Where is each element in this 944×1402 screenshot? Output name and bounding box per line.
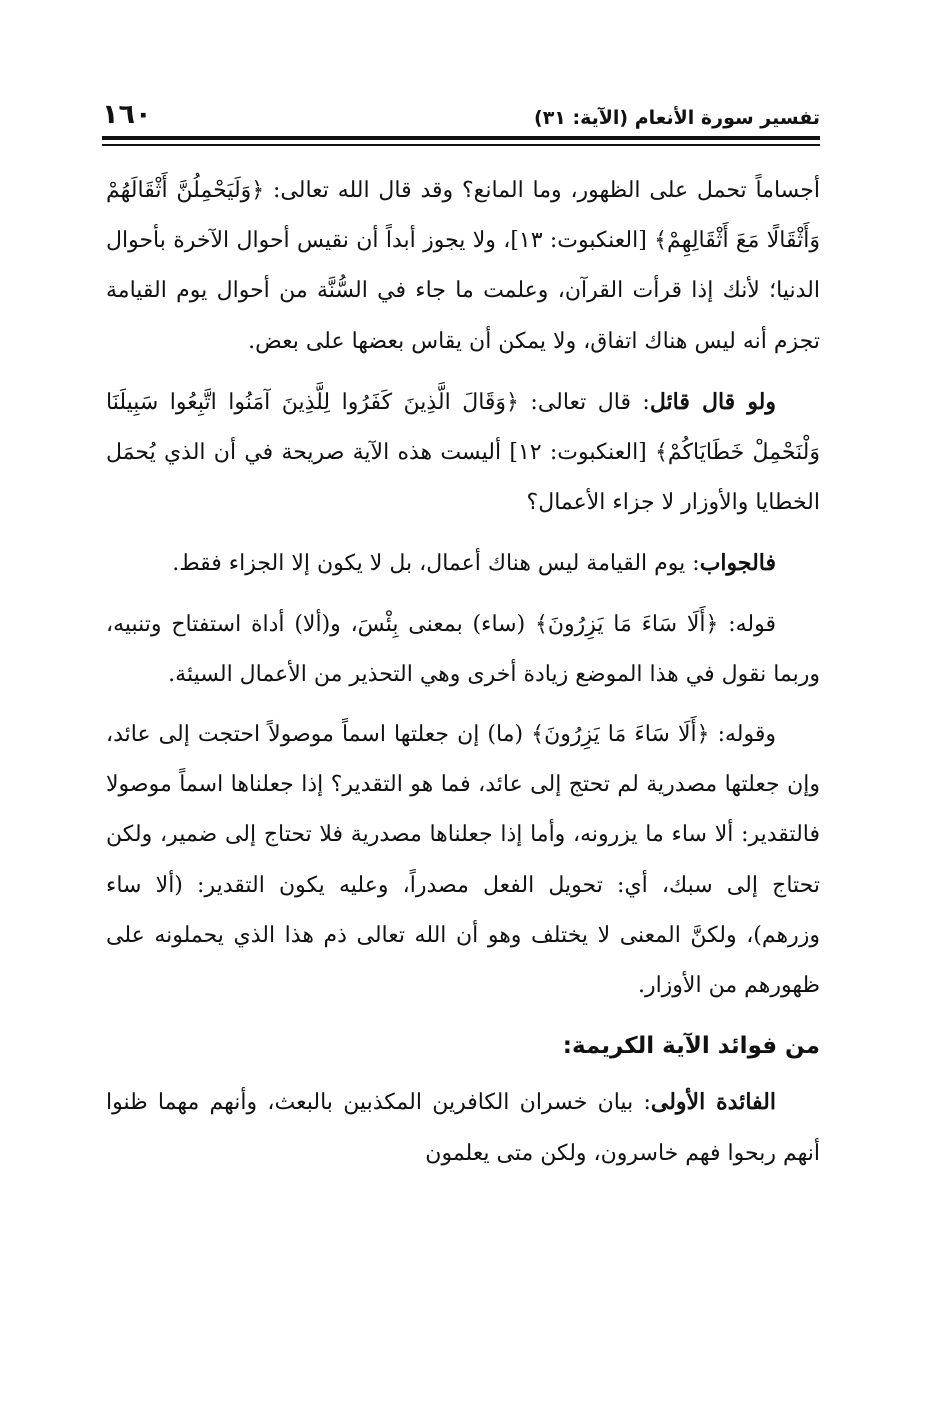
section-heading: من فوائد الآية الكريمة: [562, 1033, 820, 1060]
benefit-paragraph [106, 1077, 820, 1178]
paragraph-4-text: قوله: ﴿أَلَا سَاءَ مَا يَزِرُونَ﴾ (ساء) بمعنى بِئْسَ، و(ألا) أداة استفتاح وتنبيه، وربما نقول في هذا الموضع زيادة أخرى وهي التحذير من الأعمال السيئة. [106, 611, 820, 687]
paragraph-2 [106, 377, 820, 529]
paragraph-5 [106, 710, 820, 1011]
paragraph-2-lead: ولو قال قائل [649, 388, 777, 415]
body-text [106, 166, 820, 1179]
paragraph-3-lead: فالجواب [699, 550, 776, 577]
paragraph-4 [106, 600, 820, 700]
paragraph-1 [106, 166, 820, 367]
benefit-text: : بيان خسران الكافرين المكذبين بالبعث، وأنهم مهما ظنوا أنهم ربحوا فهم خاسرون، ولكن متى يعلمون [106, 1090, 820, 1166]
paragraph-2-text: : قال تعالى: ﴿وَقَالَ الَّذِينَ كَفَرُوا لِلَّذِينَ آمَنُوا اتَّبِعُوا سَبِيلَنَا وَلْنَحْمِلْ خَطَايَاكُمْ﴾ [العنكبوت: ١٢] أليست هذه الآية صريحة في أن الذي يُحمَل الخطايا والأوزار لا جزاء الأعمال؟ [106, 389, 821, 516]
running-title: تفسير سورة الأنعام (الآية: ٣١) [534, 107, 820, 129]
paragraph-1-text: أجساماً تحمل على الظهور، وما المانع؟ وقد قال الله تعالى: ﴿وَلَيَحْمِلُنَّ أَثْقَالَهُمْ وَأَثْقَالًا مَعَ أَثْقَالِهِمْ﴾ [العنكبوت: ١٣]، ولا يجوز أبداً أن نقيس أحوال الآخرة بأحوال الدنيا؛ لأنك إذا قرأت القرآن، وعلمت ما جاء في السُّنَّة من أحوال يوم القيامة تجزم أنه ليس هناك اتفاق، ولا يمكن أن يقاس بعضها على بعض. [106, 178, 820, 354]
page-header [102, 88, 820, 128]
header-rule-thin [102, 144, 820, 146]
benefit-lead: الفائدة الأولى [650, 1089, 776, 1116]
paragraph-5-text: وقوله: ﴿أَلَا سَاءَ مَا يَزِرُونَ﴾ (ما) إن جعلتها اسماً موصولاً احتجت إلى عائد، وإن جعلتها مصدرية لم تحتج إلى عائد، فما هو التقدير؟ إذا جعلناها اسماً موصولا فالتقدير: ألا ساء ما يزرونه، وأما إذا جعلناها مصدرية فلا تحتاج إلى ضمير، ولكن تحتاج إلى سبك، أي: تحويل الفعل مصدراً، وعليه يكون التقدير: (ألا ساء وزرهم)، ولكنَّ المعنى لا يختلف وهو أن الله تعالى ذم هذا الذي يحملونه على ظهورهم من الأوزار. [106, 722, 820, 999]
paragraph-3-text: : يوم القيامة ليس هناك أعمال، بل لا يكون إلا الجزاء فقط. [172, 551, 700, 577]
paragraph-3 [106, 538, 820, 589]
header-rule-thick [102, 136, 820, 140]
page-number: ١٦٠ [102, 99, 152, 130]
